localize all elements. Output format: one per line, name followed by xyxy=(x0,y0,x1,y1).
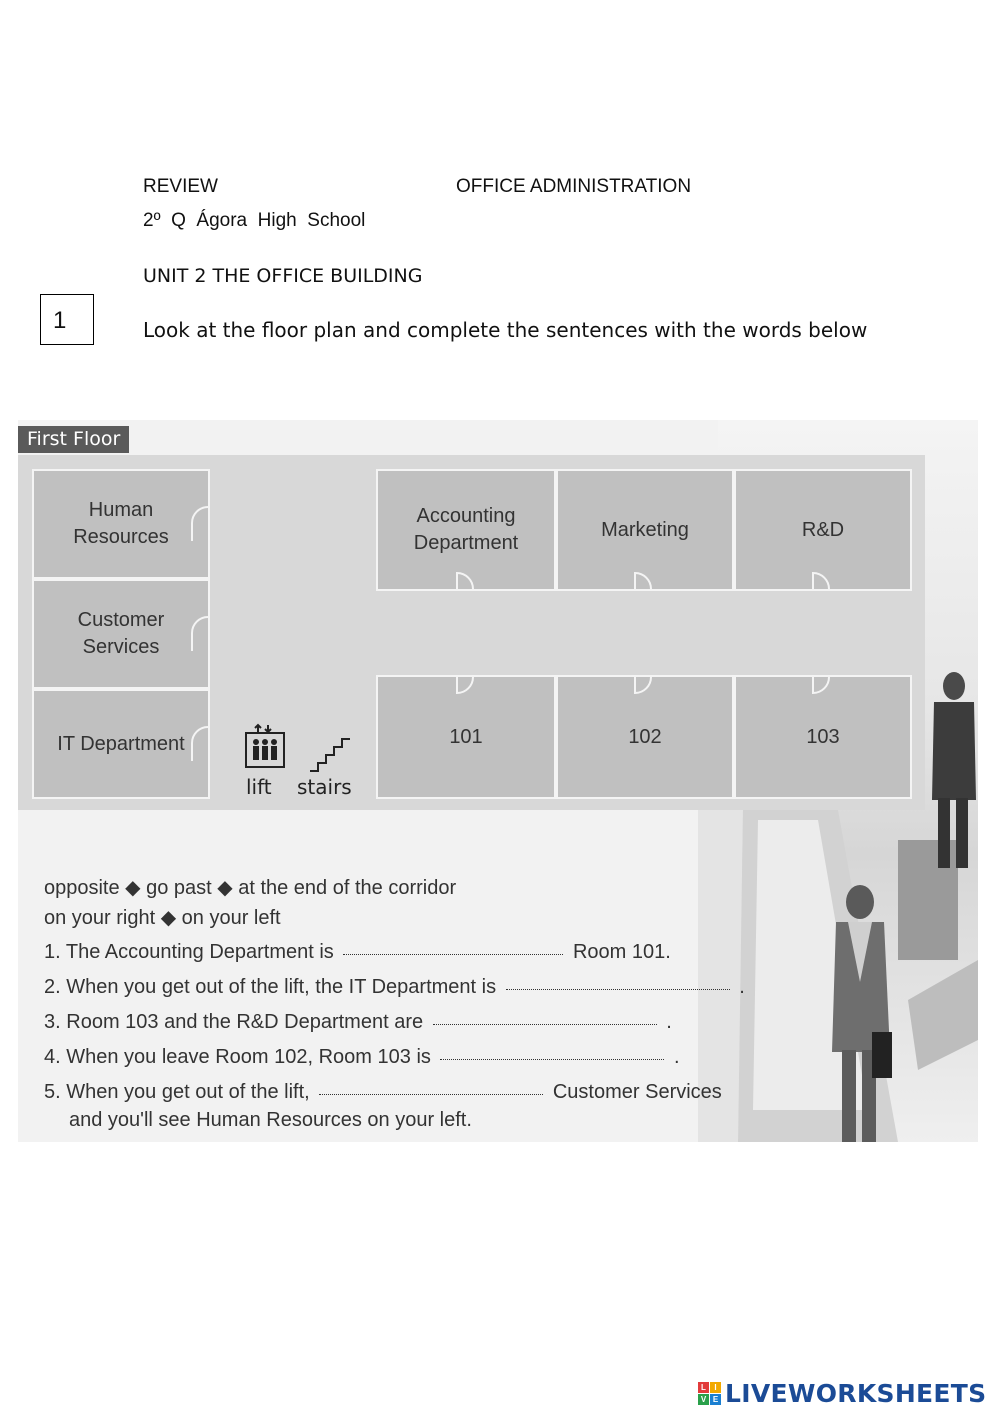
room-it-department: IT Department xyxy=(32,689,210,799)
businessman-stairs-photo xyxy=(924,670,978,870)
door-icon xyxy=(811,675,847,695)
door-icon xyxy=(190,505,210,543)
sentence-number: 1. xyxy=(44,941,61,963)
liveworksheets-brand-text: LIVEWORKSHEETS xyxy=(725,1378,987,1408)
businessman-walking-photo xyxy=(822,882,892,1142)
sentence-2 xyxy=(44,977,745,997)
room-marketing: Marketing xyxy=(556,469,734,591)
instruction-text: Look at the floor plan and complete the sentences with the words below xyxy=(143,318,868,342)
room-103: 103 xyxy=(734,675,912,799)
word-bank-line-1: opposite ◆ go past ◆ at the end of the corridor xyxy=(44,877,457,899)
answer-blank-5[interactable] xyxy=(319,1090,543,1095)
liveworksheets-logo[interactable] xyxy=(698,1378,986,1408)
sentence-5 xyxy=(44,1082,722,1102)
sentence-text: When you leave Room 102, Room 103 is xyxy=(66,1046,431,1068)
subject-title: OFFICE ADMINISTRATION xyxy=(456,176,692,197)
floor-plan-figure xyxy=(18,420,978,1142)
answer-blank-3[interactable] xyxy=(433,1020,657,1025)
exercise-number: 1 xyxy=(40,294,94,345)
room-rd: R&D xyxy=(734,469,912,591)
door-icon xyxy=(455,571,491,591)
unit-title: UNIT 2 THE OFFICE BUILDING xyxy=(143,265,423,287)
review-label: REVIEW xyxy=(143,176,218,197)
sentence-text: Room 101. xyxy=(572,941,671,963)
sentence-number: 4. xyxy=(44,1046,61,1068)
room-accounting-department: Accounting Department xyxy=(376,469,556,591)
room-customer-services: Customer Services xyxy=(32,579,210,689)
sentence-text: . xyxy=(666,1011,672,1033)
sentence-text: Customer Services xyxy=(552,1081,722,1103)
answer-blank-1[interactable] xyxy=(343,950,563,955)
sentence-text: Room 103 and the R&D Department are xyxy=(66,1011,424,1033)
school-name: 2º Q Ágora High School xyxy=(143,210,366,231)
door-icon xyxy=(190,615,210,653)
door-icon xyxy=(633,571,669,591)
door-icon xyxy=(633,675,669,695)
door-icon xyxy=(190,725,210,763)
sentence-5-continued: and you'll see Human Resources on your left. xyxy=(69,1109,472,1131)
floor-plan xyxy=(18,455,925,810)
liveworksheets-logo-icon: L I V E xyxy=(698,1382,721,1405)
lift-icon xyxy=(244,723,286,769)
door-icon xyxy=(811,571,847,591)
sentence-number: 2. xyxy=(44,976,61,998)
sentence-text: . xyxy=(674,1046,680,1068)
sentence-text: When you get out of the lift, xyxy=(66,1081,310,1103)
answer-blank-2[interactable] xyxy=(506,985,730,990)
room-102: 102 xyxy=(556,675,734,799)
room-101: 101 xyxy=(376,675,556,799)
sentence-text: When you get out of the lift, the IT Department is xyxy=(66,976,497,998)
answer-blank-4[interactable] xyxy=(440,1055,664,1060)
sentence-text: . xyxy=(739,976,745,998)
sentence-1 xyxy=(44,942,671,962)
word-bank-line-2: on your right ◆ on your left xyxy=(44,907,281,929)
stairs-icon xyxy=(308,733,354,773)
sentence-3 xyxy=(44,1012,672,1032)
sentence-number: 5. xyxy=(44,1081,61,1103)
lift-label: lift xyxy=(246,775,272,799)
sentence-text: The Accounting Department is xyxy=(65,941,334,963)
sentence-number: 3. xyxy=(44,1011,61,1033)
door-icon xyxy=(455,675,491,695)
floor-title: First Floor xyxy=(18,426,129,453)
room-human-resources: Human Resources xyxy=(32,469,210,579)
stairs-label: stairs xyxy=(297,775,352,799)
sentence-4 xyxy=(44,1047,680,1067)
